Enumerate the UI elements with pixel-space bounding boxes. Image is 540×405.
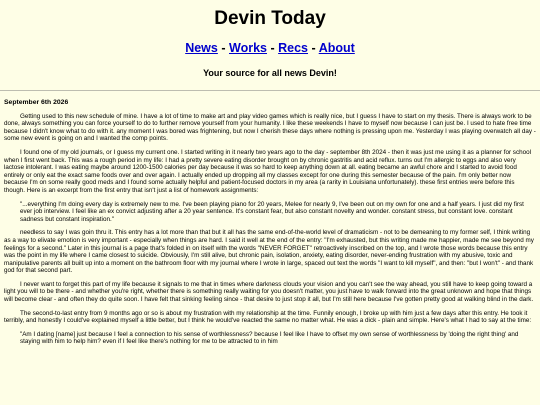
nav-recs-link[interactable]: Recs bbox=[278, 41, 309, 55]
main-nav bbox=[0, 41, 540, 56]
entry-date: September 6th 2026 bbox=[4, 99, 69, 106]
site-title: Devin Today bbox=[214, 8, 326, 29]
journal-entry bbox=[0, 99, 540, 346]
header-divider bbox=[0, 90, 540, 91]
nav-separator: - bbox=[270, 41, 275, 55]
nav-separator: - bbox=[311, 41, 316, 55]
nav-separator: - bbox=[221, 41, 226, 55]
entry-paragraph: I never want to forget this part of my life because it signals to me that in times where darkness clouds your vision and you can't see the way ahead, you still have to keep going toward a light you will to be there - and whether you're right, whether there is something really waiting for you doesn't matter, you just have to walk forward into the great unknown and hope that things will become clear - and often they do quite soon. I have felt that sinking feeling since - that desire to just stop it all, but I'm still here because I've gotten pretty good at walking blind in the dark. bbox=[4, 280, 534, 304]
entry-paragraph: The second-to-last entry from 9 months ago or so is about my frustration with my relationship at the time. Funnily enough, I broke up with him just a few days after this entry. He took it terribly, and honestly I could've explained myself a little better, but I think he would've reacted the same no matter what. He was a dick - plain and simple. Here's what I had to say at the time: bbox=[4, 309, 532, 325]
entry-quote: "Am I dating [name] just because I feel a connection to his sense of worthlessness? because I feel like I have to offset my own sense of worthlessness by 'doing the right thing' and staying with him to help him? even if I feel like there's nothing for me to be attracted to in him bbox=[20, 330, 519, 346]
entry-paragraph: needless to say I was goin thru it. This entry has a lot more than that but it all has the same end-of-the-world level of dramaticism - not to be demeaning to my former self, I think writing as a way to elivate emotion is very important - especially when things are hard. I said it well at the end of the entry: "I'm exhausted, but this writing made me happier, made me see beyond my feelings for a second." Later in this journal is a page that's folded in on itself with the words "NEVER FORGET" retroactively inscribed on the top, and I wrote those words because this entry was the point in my life where I came closest to suicide. Obviously, I'm still alive, but chronic pain, isolation, anxiety, eating disorder, never-ending frustration with my abusive, toxic and manipulative parents all built up into a moment on the bathroom floor with my journal where I wrote in large, spaced out text the words "I want to kill myself", and then: "but I won't" - and thank god for that second part. bbox=[4, 229, 534, 275]
entry-paragraph: I found one of my old journals, or I guess my current one. I started writing in it nearly two years ago to the day - september 8th 2024 - then it was just me using it as a planner for school when I first went back. This was a rough period in my life: I had a pretty severe eating disorder brought on by chronic gastritis and acid reflux. turns out I'm allergic to eggs and also very lactose intolerant. I was eating maybe around 1200-1500 calories per day because it was so hard to keep anything down at all. eating became an awful chore and I started to avoid food entirely or only eat the exact same foods over and over again. I actually ended up dropping all my classes except for one during this semester because of the pain. I'm only better now because I'm on some really good meds and I found some actually helpful and patient-focused doctors in my area (a rarity in Louisiana unfortunately). these first entries were before this though. Here is an excerpt from the first entry that isn't just a list of homework assignments: bbox=[4, 148, 532, 194]
nav-works-link[interactable]: Works bbox=[229, 41, 267, 55]
site-tagline: Your source for all news Devin! bbox=[203, 68, 337, 78]
entry-paragraph: Getting used to this new schedule of mine. I have a lot of time to make art and play video games which is really nice, but I guess I have to start on my thesis. There is always work to be done, always something you can force yourself to do to further remove yourself from your humanity. I like these weekends I have to myself now because I can just be. I used to hate free time because I didn't know what to do with it. any moment I was bored was frightening, but now I cherish these days where nothing is pressing upon me. Yesterday I was playing overwatch all day - some new event is going on and I wanted the comp points. bbox=[4, 112, 536, 143]
site-header bbox=[0, 0, 540, 79]
nav-about-link[interactable]: About bbox=[318, 41, 355, 55]
nav-news-link[interactable]: News bbox=[185, 41, 218, 55]
entry-quote: "...everything I'm doing every day is extremely new to me. I've been playing piano for 20 years, Melee for nearly 9, I've been out on my own for one and a half years. I just did my first ever job interview. I feel like an ex convict adjusting after a 20 year sentence. It's constant fear, but also constant novelty and wonder. constant stress, but constant love. constant sadness but constant inspiration." bbox=[20, 200, 524, 223]
